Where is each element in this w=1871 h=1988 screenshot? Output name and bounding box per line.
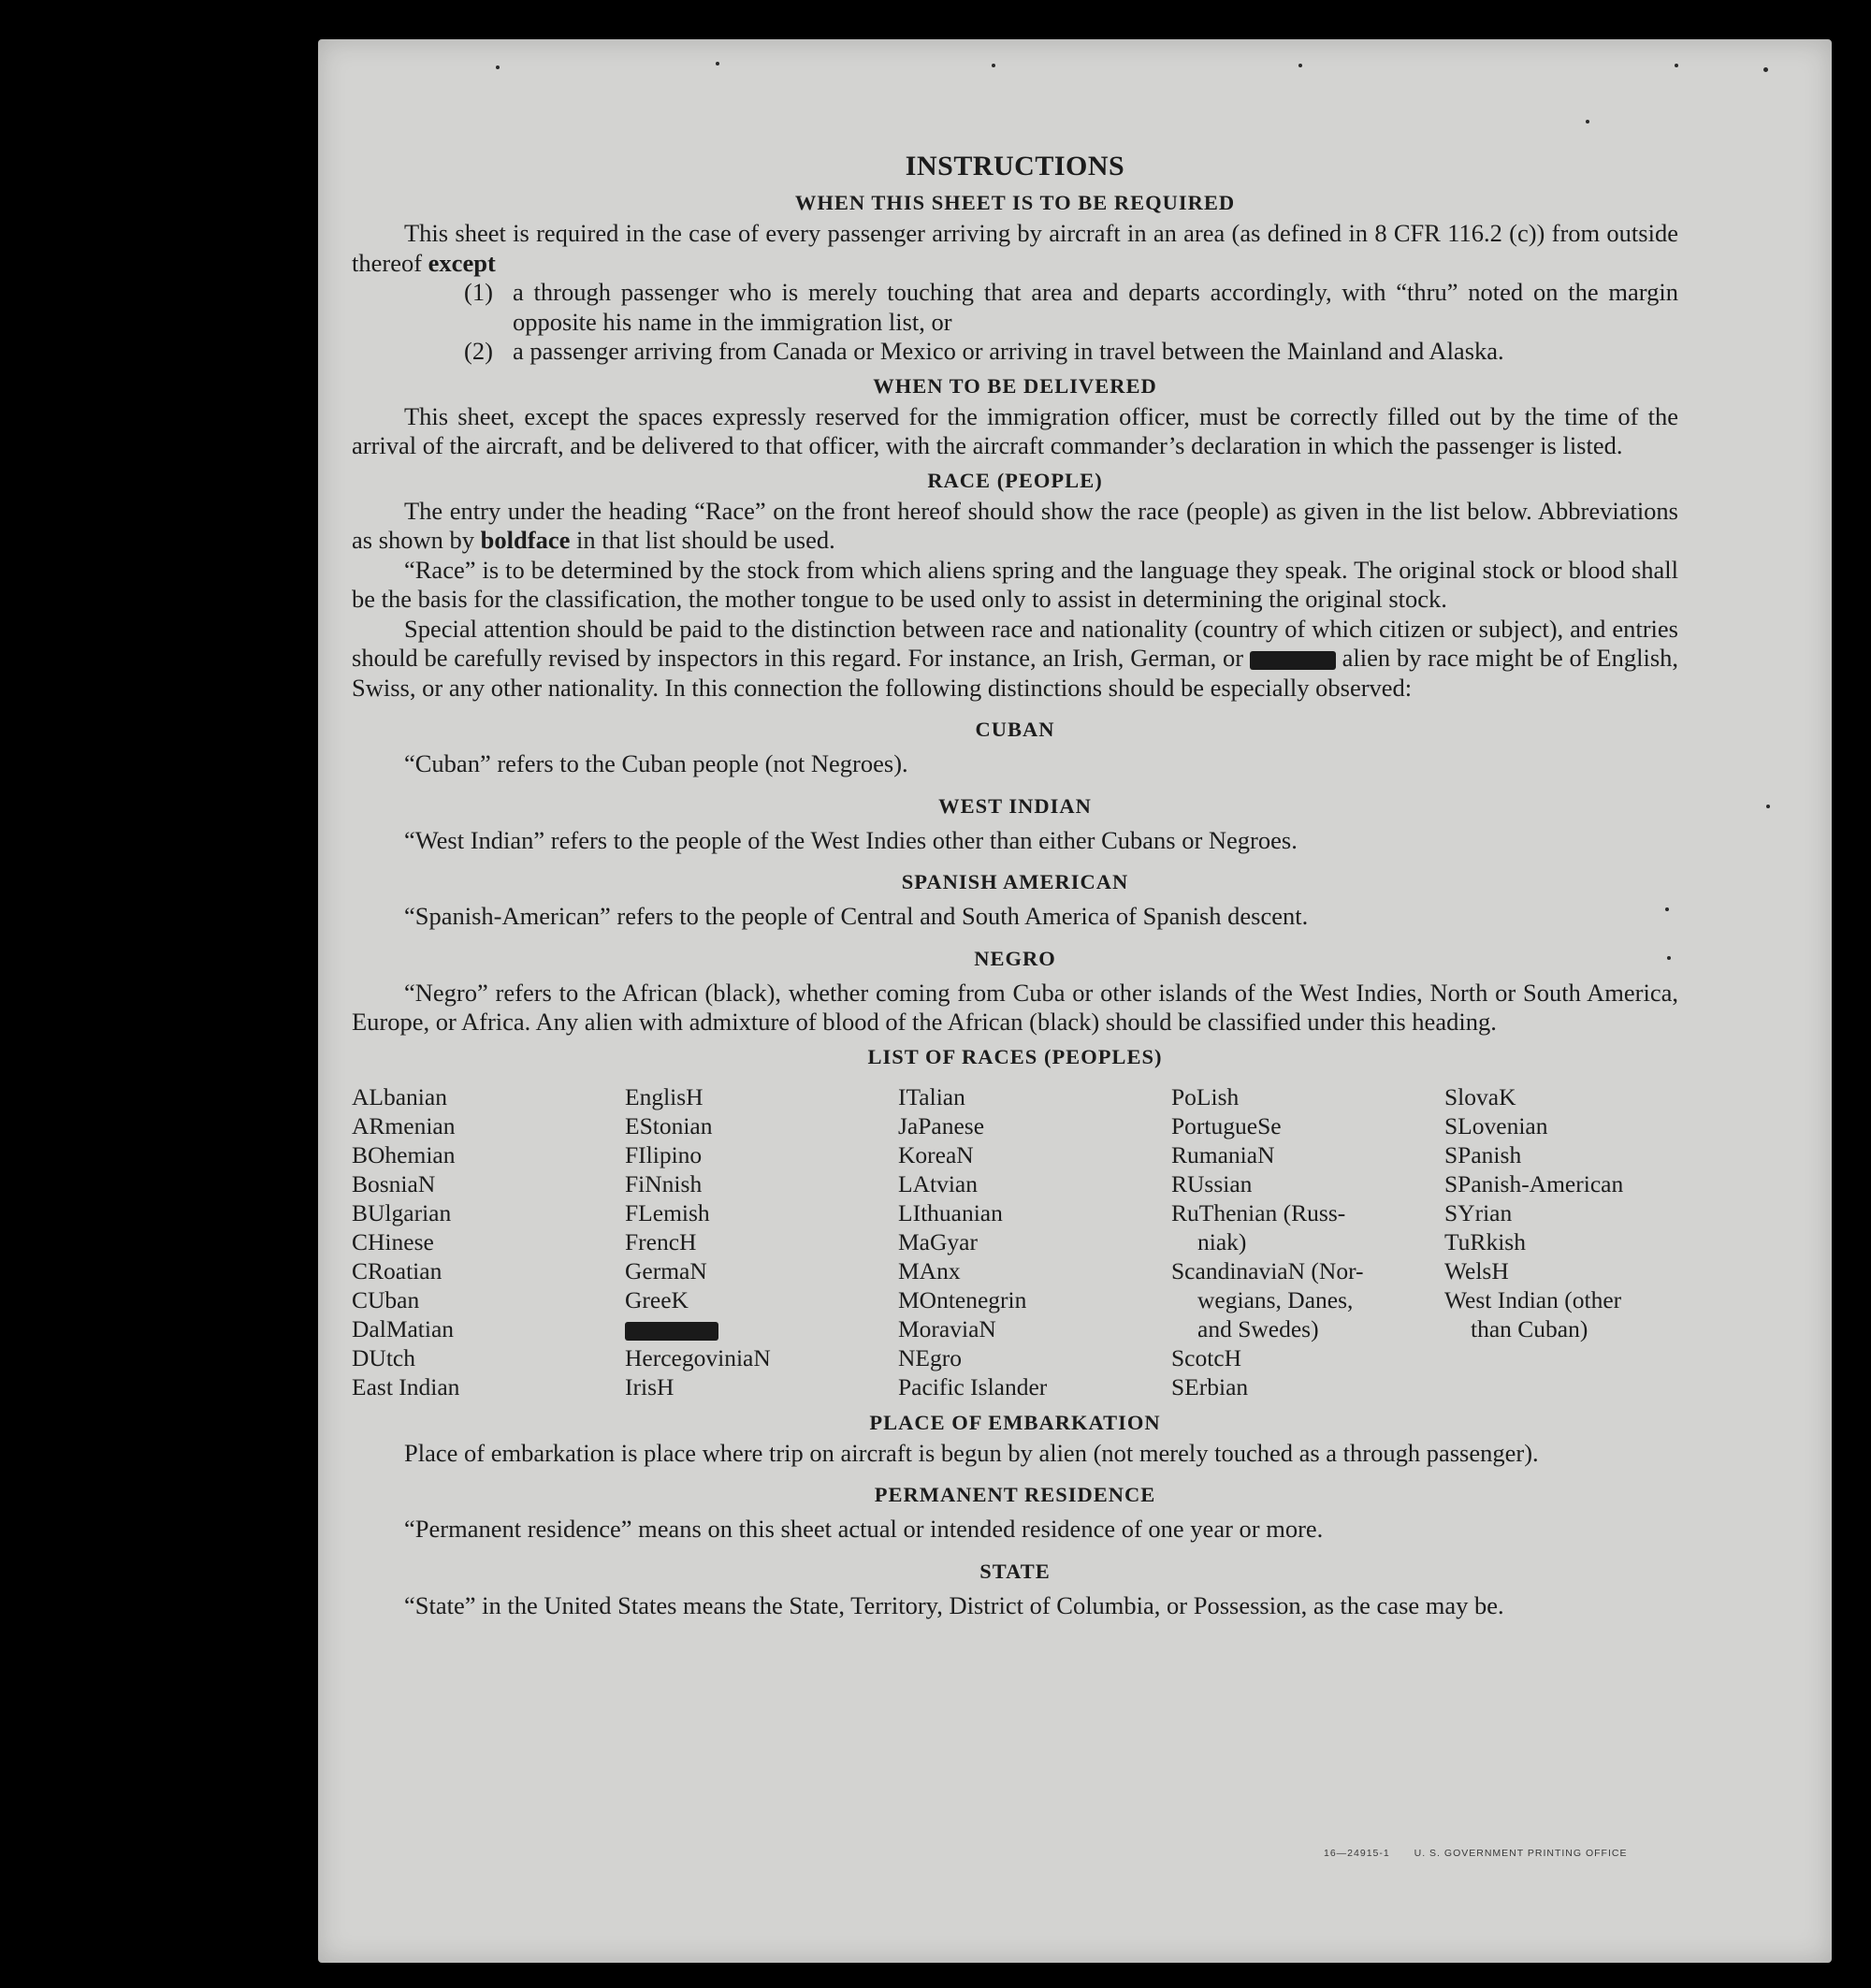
race-entry: WelsH — [1444, 1256, 1509, 1284]
race-list — [352, 1082, 1678, 1401]
race-entry: SErbian — [1171, 1372, 1249, 1400]
race-entry: IrisH — [625, 1372, 674, 1400]
redaction-mark — [1250, 651, 1336, 670]
race-entry: Pacific Islander — [898, 1372, 1048, 1400]
race-entry: JaPanese — [898, 1111, 985, 1139]
paragraph-required — [352, 219, 1678, 278]
race-entry-text: The entry under the heading “Race” on the front hereof should show the race (people) as given in the list below. Abbreviations as shown by — [352, 496, 1678, 554]
document-sheet — [318, 39, 1832, 1963]
race-column-2 — [625, 1082, 898, 1401]
paragraph-state: “State” in the United States means the State, Territory, District of Columbia, or Possession, as the case may be. — [404, 1590, 1504, 1619]
scan-speck — [1665, 907, 1669, 911]
paragraph-race-distinction — [352, 615, 1678, 704]
paragraph-embarkation: Place of embarkation is place where trip on aircraft is begun by alien (not merely touched as a through passenger). — [404, 1438, 1539, 1467]
exception-item-2 — [464, 337, 1678, 367]
race-entry: RUssian — [1171, 1169, 1253, 1197]
scan-speck — [1586, 120, 1589, 123]
race-entry: CUban — [352, 1285, 420, 1313]
race-entry: LIthuanian — [898, 1198, 1003, 1226]
scan-speck — [1675, 64, 1678, 67]
paragraph-delivered: This sheet, except the spaces expressly reserved for the immigration officer, must be correctly filled out by the time of the arrival of the aircraft, and be delivered to that officer, with the aircraft commander’s declaration in which the passenger is listed. — [352, 401, 1678, 459]
page-title: INSTRUCTIONS — [905, 151, 1125, 181]
race-entry: SPanish-American — [1444, 1169, 1624, 1197]
race-entry: ALbanian — [352, 1082, 447, 1110]
paragraph-race-definition: “Race” is to be determined by the stock from which aliens spring and the language they speak. The original stock or blood shall be the basis for the classification, the mother tongue to be used only to assist in determining the original stock. — [352, 555, 1678, 613]
race-column-3 — [898, 1082, 1171, 1401]
race-entry: FrencH — [625, 1227, 697, 1255]
paragraph-cuban: “Cuban” refers to the Cuban people (not Negroes). — [404, 749, 908, 777]
scan-speck — [992, 64, 995, 67]
race-column-5 — [1444, 1082, 1718, 1401]
exception-number: (2) — [464, 337, 493, 365]
race-entry: ScandinaviaN (Nor- — [1171, 1256, 1364, 1284]
race-entry: GreeK — [625, 1285, 689, 1313]
race-entry: SlovaK — [1444, 1082, 1516, 1110]
heading-negro: NEGRO — [974, 946, 1056, 970]
race-entry-continued: and Swedes) — [1197, 1314, 1319, 1342]
form-code: 16—24915-1 — [1324, 1848, 1390, 1859]
heading-west-indian: WEST INDIAN — [938, 793, 1092, 818]
race-entry-text-end: in that list should be used. — [570, 526, 835, 554]
race-entry: TuRkish — [1444, 1227, 1526, 1255]
paragraph-required-text: This sheet is required in the case of every passenger arriving by aircraft in an area (as defined in 8 CFR 116.2 (c)) from outside thereof — [352, 219, 1678, 277]
race-column-4 — [1171, 1082, 1444, 1401]
race-entry: SYrian — [1444, 1198, 1513, 1226]
heading-cuban: CUBAN — [975, 718, 1055, 741]
race-entry: SPanish — [1444, 1140, 1522, 1168]
race-entry: PortugueSe — [1171, 1111, 1282, 1139]
distinction-text-end: alien by race might be of English, Swiss, or any other nationality. In this connection the following distinctions should be especially observed: — [352, 644, 1679, 702]
race-entry: EStonian — [625, 1111, 713, 1139]
race-entry: PoLish — [1171, 1082, 1240, 1110]
race-entry: MAnx — [898, 1256, 961, 1284]
heading-when-required: WHEN THIS SHEET IS TO BE REQUIRED — [794, 191, 1236, 214]
paragraph-negro: “Negro” refers to the African (black), whether coming from Cuba or other islands of the West Indies, North or South America, Europe, or Africa. Any alien with admixture of blood of the African (black) should be classified under this heading. — [352, 978, 1678, 1036]
except-bold: except — [428, 248, 496, 277]
heading-race: RACE (PEOPLE) — [927, 468, 1103, 492]
race-entry: BOhemian — [352, 1140, 456, 1168]
scan-speck — [1667, 956, 1671, 960]
race-entry: East Indian — [352, 1372, 460, 1400]
race-entry: FLemish — [625, 1198, 710, 1226]
race-entry: BUlgarian — [352, 1198, 452, 1226]
heading-permanent-residence: PERMANENT RESIDENCE — [874, 1483, 1156, 1506]
race-entry: MOntenegrin — [898, 1285, 1027, 1313]
heading-when-delivered: WHEN TO BE DELIVERED — [873, 373, 1157, 398]
heading-state: STATE — [979, 1559, 1051, 1583]
printer-imprint — [1324, 1848, 1627, 1859]
race-entry: KoreaN — [898, 1140, 974, 1168]
exception-text: a passenger arriving from Canada or Mexico or arriving in travel between the Mainland and Alaska. — [513, 337, 1504, 365]
race-entry: SLovenian — [1444, 1111, 1548, 1139]
race-entry: RuThenian (Russ- — [1171, 1198, 1346, 1226]
scan-speck — [1298, 64, 1302, 67]
printer-name: U. S. GOVERNMENT PRINTING OFFICE — [1414, 1848, 1628, 1859]
race-entry: MaGyar — [898, 1227, 978, 1255]
exception-item-1 — [464, 278, 1678, 337]
race-entry: CRoatian — [352, 1256, 442, 1284]
race-entry-continued: niak) — [1197, 1227, 1247, 1255]
exception-number: (1) — [464, 278, 493, 306]
scan-speck — [1763, 67, 1768, 72]
redaction-mark — [625, 1322, 718, 1341]
heading-embarkation: PLACE OF EMBARKATION — [869, 1410, 1161, 1434]
paragraph-west-indian: “West Indian” refers to the people of the West Indies other than either Cubans or Negroes. — [404, 825, 1298, 854]
race-entry: West Indian (other — [1444, 1285, 1622, 1313]
race-entry: EnglisH — [625, 1082, 703, 1110]
race-entry: LAtvian — [898, 1169, 978, 1197]
race-entry: HercegoviniaN — [625, 1343, 771, 1371]
race-entry: CHinese — [352, 1227, 434, 1255]
scan-speck — [1766, 805, 1770, 808]
race-entry: FIlipino — [625, 1140, 703, 1168]
race-entry: DUtch — [352, 1343, 415, 1371]
race-column-1 — [352, 1082, 625, 1401]
heading-list-of-races: LIST OF RACES (PEOPLES) — [867, 1044, 1163, 1068]
exception-text: a through passenger who is merely touching that area and departs accordingly, with “thru” noted on the margin opposite his name in the immigration list, or — [513, 278, 1678, 336]
race-entry: MoraviaN — [898, 1314, 996, 1342]
race-entry: GermaN — [625, 1256, 707, 1284]
race-entry: FiNnish — [625, 1169, 703, 1197]
race-entry: ScotcH — [1171, 1343, 1242, 1371]
race-entry-continued: wegians, Danes, — [1197, 1285, 1354, 1313]
race-entry: ARmenian — [352, 1111, 456, 1139]
race-entry: DalMatian — [352, 1314, 455, 1342]
scan-speck — [716, 62, 719, 65]
instructions-content — [352, 150, 1678, 1620]
race-entry: RumaniaN — [1171, 1140, 1275, 1168]
race-entry: NEgro — [898, 1343, 962, 1371]
paragraph-spanish-american: “Spanish-American” refers to the people of Central and South America of Spanish descent. — [404, 902, 1309, 930]
race-entry-redacted — [625, 1314, 898, 1343]
distinction-text: Special attention should be paid to the distinction between race and nationality (country of which citizen or subject), and entries should be carefully revised by inspectors in this regard. For instance, an Irish, German, or — [352, 614, 1678, 672]
boldface-word: boldface — [480, 526, 571, 554]
race-entry-continued: than Cuban) — [1471, 1314, 1588, 1342]
heading-spanish-american: SPANISH AMERICAN — [901, 870, 1129, 893]
race-entry: ITalian — [898, 1082, 965, 1110]
paragraph-race-entry — [352, 497, 1678, 556]
paragraph-permanent-residence: “Permanent residence” means on this sheet actual or intended residence of one year or more. — [404, 1515, 1324, 1543]
scan-speck — [496, 65, 500, 69]
race-entry: BosniaN — [352, 1169, 436, 1197]
